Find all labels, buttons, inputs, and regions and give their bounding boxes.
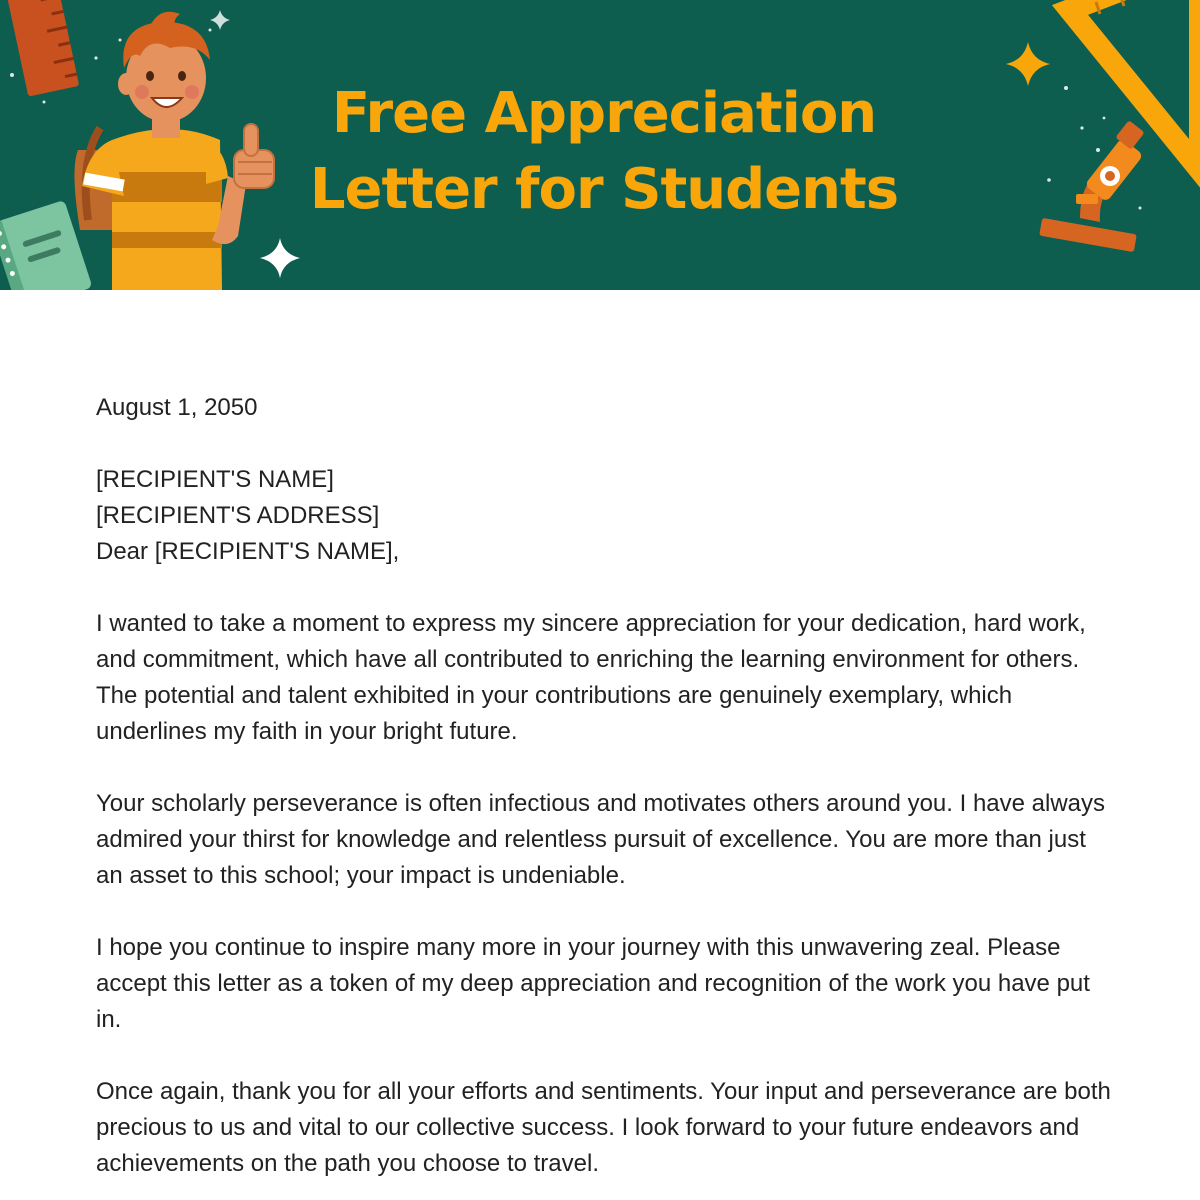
letter-paragraph-4: Once again, thank you for all your efforts and sentiments. Your input and perseverance are both precious to us and vital to our collective success. I look forward to your future endeavors and achievements on the path you choose to travel. bbox=[96, 1078, 1111, 1177]
letter-paragraph-1: I wanted to take a moment to express my sincere appreciation for your dedication, hard work, and commitment, which have all contributed to enriching the learning environment for others. The potential and talent exhibited in your contributions are genuinely exemplary, which underlines my faith in your bright future. bbox=[96, 610, 1086, 745]
recipient-address: [RECIPIENT'S ADDRESS] bbox=[96, 502, 380, 529]
page-title bbox=[0, 76, 1200, 228]
letter-date: August 1, 2050 bbox=[96, 394, 258, 421]
header-banner bbox=[0, 0, 1200, 290]
letter-body bbox=[96, 390, 1116, 1182]
letter-paragraph-2: Your scholarly perseverance is often infectious and motivates others around you. I have always admired your thirst for knowledge and relentless pursuit of excellence. You are more than just an asset to this school; your impact is undeniable. bbox=[96, 790, 1106, 889]
recipient-name: [RECIPIENT'S NAME] bbox=[96, 466, 334, 493]
salutation: Dear [RECIPIENT'S NAME], bbox=[96, 538, 400, 565]
letter-paragraph-3: I hope you continue to inspire many more in your journey with this unwavering zeal. Please accept this letter as a token of my deep appreciation and recognition of the work you have put in. bbox=[96, 934, 1090, 1033]
title-line-1: Free Appreciation bbox=[331, 81, 877, 146]
title-line-2: Letter for Students bbox=[309, 157, 899, 222]
